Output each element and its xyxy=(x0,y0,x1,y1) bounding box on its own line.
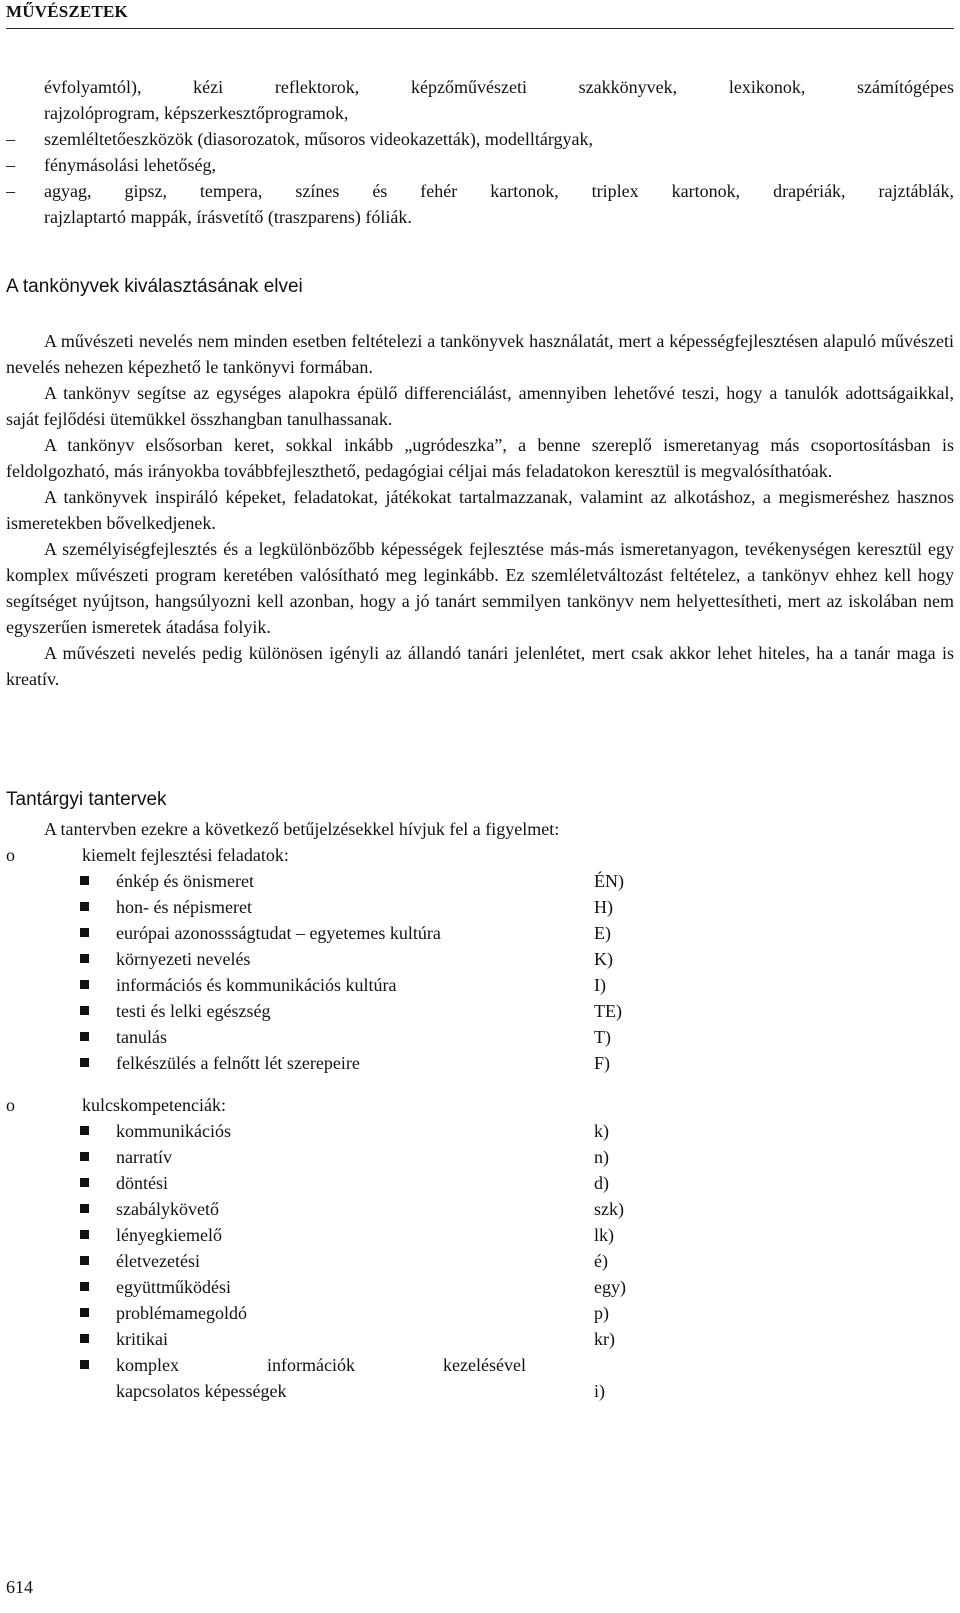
list-item xyxy=(6,1050,954,1076)
item-code: E) xyxy=(594,923,611,943)
item-code: p) xyxy=(594,1303,609,1323)
list-item: évfolyamtól), kézi reflektorok, képzőművészeti szakkönyvek, lexikonok, számítógépes xyxy=(44,77,954,97)
development-tasks-list xyxy=(6,868,954,1076)
list-item-continuation: kapcsolatos képességek i) xyxy=(6,1378,954,1404)
square-bullet-icon xyxy=(80,902,89,911)
group-heading: o kulcskompetenciák: xyxy=(6,1092,954,1118)
item-code: K) xyxy=(594,949,613,969)
item-code: d) xyxy=(594,1173,609,1193)
list-item: – fénymásolási lehetőség, xyxy=(6,152,954,178)
square-bullet-icon xyxy=(80,954,89,963)
list-item xyxy=(6,972,954,998)
list-item xyxy=(6,1274,954,1300)
item-code: szk) xyxy=(594,1199,624,1219)
item-code: ÉN) xyxy=(594,871,624,891)
circle-bullet: o xyxy=(6,845,15,865)
section-title-textbooks: A tankönyvek kiválasztásának elvei xyxy=(6,276,303,297)
item-name: környezeti nevelés xyxy=(116,949,251,969)
square-bullet-icon xyxy=(80,876,89,885)
square-bullet-icon xyxy=(80,1360,89,1369)
list-item xyxy=(6,1248,954,1274)
item-name: információs és kommunikációs kultúra xyxy=(116,975,397,995)
item-code: i) xyxy=(594,1381,605,1401)
list-item xyxy=(6,868,954,894)
square-bullet-icon xyxy=(80,1230,89,1239)
list-item xyxy=(6,920,954,946)
paragraph: A személyiségfejlesztés és a legkülönbözőbb képességek fejlesztése más-más ismeretanyagon, tevékenységen keresztül egy komplex művészeti program keretében valósítható meg leginkább. Ez szemléletváltozást feltételez, a tankönyv ehhez kell hogy segítséget nyújtson, hangsúlyozni kell azonban, hogy a jó tanárt semmilyen tankönyv nem helyettesítheti, mert az iskolában nem egyszerűen ismeretek átadása folyik. xyxy=(6,539,954,637)
list-item: – agyag, gipsz, tempera, színes és fehér kartonok, triplex kartonok, drapériák, rajztáblák, xyxy=(6,178,954,204)
running-header xyxy=(6,2,954,29)
list-item xyxy=(6,1222,954,1248)
square-bullet-icon xyxy=(80,1032,89,1041)
item-name: lényegkiemelő xyxy=(116,1225,222,1245)
item-name: kommunikációs xyxy=(116,1121,231,1141)
item-code: I) xyxy=(594,975,606,995)
list-item xyxy=(6,1170,954,1196)
list-item xyxy=(6,1196,954,1222)
item-code: k) xyxy=(594,1121,609,1141)
square-bullet-icon xyxy=(80,1256,89,1265)
square-bullet-icon xyxy=(80,1282,89,1291)
list-dash: – xyxy=(6,155,15,175)
item-code: kr) xyxy=(594,1329,615,1349)
list-item xyxy=(6,1118,954,1144)
list-item xyxy=(6,1144,954,1170)
paragraph: A művészeti nevelés nem minden esetben feltételezi a tankönyvek használatát, mert a képességfejlesztésen alapuló művészeti nevelés nehezen képezhető le tankönyvi formában. xyxy=(6,331,954,377)
item-name: felkészülés a felnőtt lét szerepeire xyxy=(116,1053,360,1073)
list-item xyxy=(6,1300,954,1326)
item-name: narratív xyxy=(116,1147,172,1167)
square-bullet-icon xyxy=(80,1334,89,1343)
paragraph: A tankönyvek inspiráló képeket, feladatokat, játékokat tartalmazzanak, valamint az alkotáshoz, a megismeréshez hasznos ismeretekben bővelkedjenek. xyxy=(6,487,954,533)
square-bullet-icon xyxy=(80,1152,89,1161)
item-name: testi és lelki egészség xyxy=(116,1001,271,1021)
list-item xyxy=(6,894,954,920)
item-name: kritikai xyxy=(116,1329,168,1349)
item-name: hon- és népismeret xyxy=(116,897,252,917)
square-bullet-icon xyxy=(80,1058,89,1067)
group-heading: o kiemelt fejlesztési feladatok: xyxy=(6,842,954,868)
item-name: problémamegoldó xyxy=(116,1303,247,1323)
key-competences-list xyxy=(6,1118,954,1352)
list-item xyxy=(6,998,954,1024)
list-item: rajzolóprogram, képszerkesztőprogramok, xyxy=(44,103,349,123)
curricula-block xyxy=(6,816,954,1404)
curricula-intro: A tantervben ezekre a következő betűjelzésekkel hívjuk fel a figyelmet: xyxy=(44,819,560,839)
item-code: n) xyxy=(594,1147,609,1167)
square-bullet-icon xyxy=(80,1126,89,1135)
list-item xyxy=(6,946,954,972)
equipment-list xyxy=(6,74,954,230)
square-bullet-icon xyxy=(80,1006,89,1015)
item-name: együttműködési xyxy=(116,1277,231,1297)
list-dash: – xyxy=(6,129,15,149)
paragraph: A művészeti nevelés pedig különösen igényli az állandó tanári jelenlétet, mert csak akkor lehet hiteles, ha a tanár maga is kreatív. xyxy=(6,643,954,689)
list-item xyxy=(6,1024,954,1050)
section-title-curricula: Tantárgyi tantervek xyxy=(6,789,167,810)
square-bullet-icon xyxy=(80,928,89,937)
list-item xyxy=(6,1326,954,1352)
header-title: MŰVÉSZETEK xyxy=(6,2,128,21)
item-name: életvezetési xyxy=(116,1251,200,1271)
square-bullet-icon xyxy=(80,1178,89,1187)
item-name: európai azonossságtudat – egyetemes kultúra xyxy=(116,923,441,943)
circle-bullet: o xyxy=(6,1095,15,1115)
item-code: F) xyxy=(594,1053,611,1073)
paragraph: A tankönyv segítse az egységes alapokra épülő differenciálást, amennyiben lehetővé teszi, hogy a tanulók adottságaikkal, saját fejlődési ütemükkel összhangban tanulhassanak. xyxy=(6,383,954,429)
item-code: lk) xyxy=(594,1225,614,1245)
square-bullet-icon xyxy=(80,980,89,989)
paragraph: A tankönyv elsősorban keret, sokkal inkább „ugródeszka”, a benne szereplő ismeretanyag más csoportosításban is feldolgozható, más irányokba továbbfejleszthető, pedagógiai céljai más feladatokon keresztül is megvalósíthatóak. xyxy=(6,435,954,481)
list-item: komplex információk kezelésével xyxy=(6,1352,954,1378)
page-number: 614 xyxy=(6,1577,33,1597)
list-item: rajzlaptartó mappák, írásvetítő (traszparens) fóliák. xyxy=(44,207,412,227)
item-name: énkép és önismeret xyxy=(116,871,254,891)
item-name: döntési xyxy=(116,1173,168,1193)
list-dash: – xyxy=(6,181,15,201)
textbooks-paragraphs xyxy=(6,328,954,692)
item-code: é) xyxy=(594,1251,608,1271)
item-code: H) xyxy=(594,897,613,917)
item-name: tanulás xyxy=(116,1027,167,1047)
square-bullet-icon xyxy=(80,1308,89,1317)
list-item: – szemléltetőeszközök (diasorozatok, műsoros videokazetták), modelltárgyak, xyxy=(6,126,954,152)
item-code: T) xyxy=(594,1027,611,1047)
square-bullet-icon xyxy=(80,1204,89,1213)
item-name: szabálykövető xyxy=(116,1199,219,1219)
item-code: egy) xyxy=(594,1277,626,1297)
item-code: TE) xyxy=(594,1001,622,1021)
